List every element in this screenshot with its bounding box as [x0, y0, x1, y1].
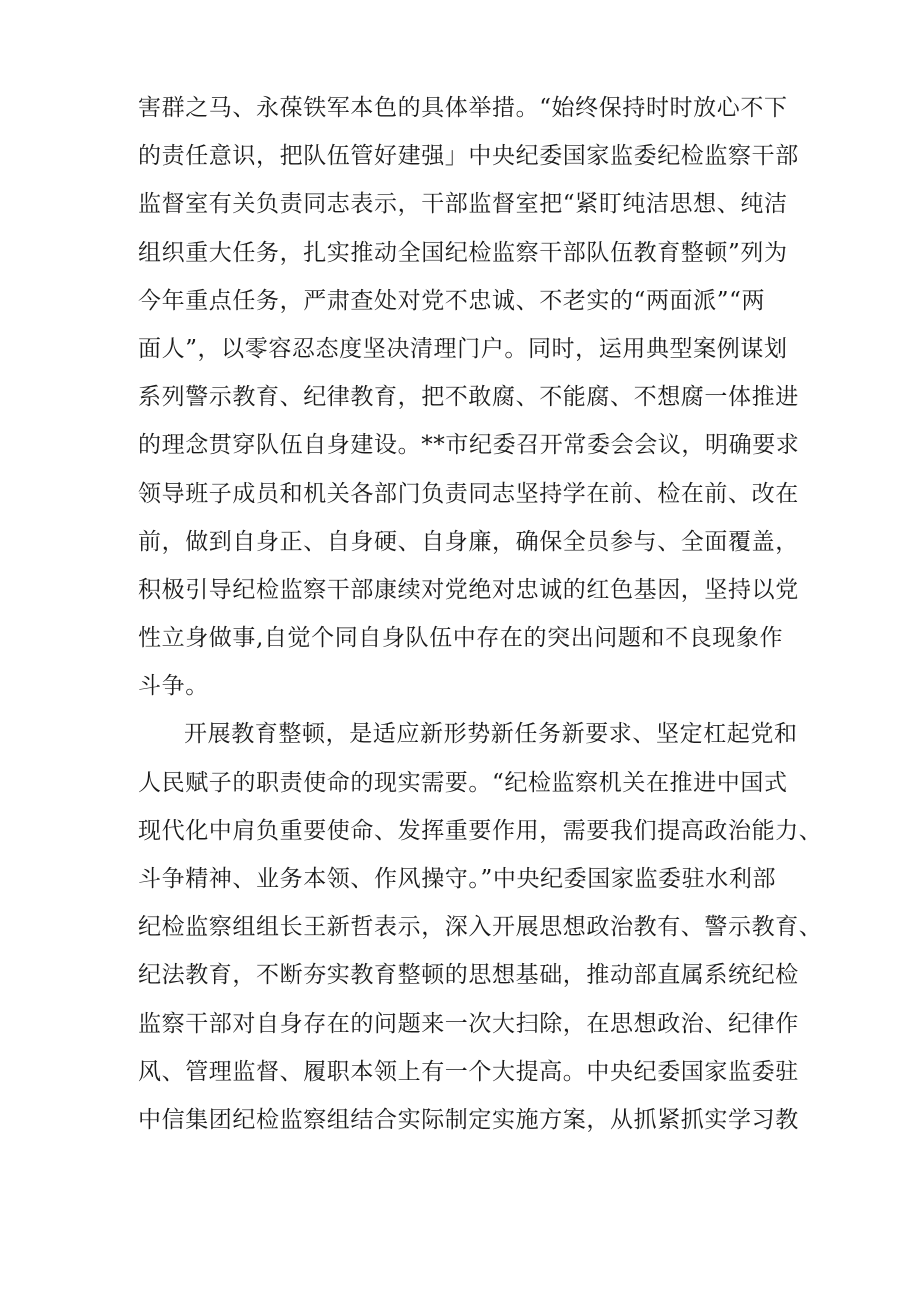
text-line: 监察干部对自身存在的问题来一次大扫除，在思想政治、纪律作: [138, 1010, 799, 1037]
text-line: 系列警示教育、纪律教育，把不敢腐、不能腐、不想腐一体推进: [138, 384, 799, 411]
body-text: [138, 84, 823, 1144]
text-line: 监督室有关负责同志表示，干部监督室把“紧盯纯洁思想、纯洁: [138, 191, 788, 218]
text-line: 领导班子成员和机关各部门负责同志坚持学在前、检在前、改在: [138, 480, 799, 507]
text-line: 风、管理监督、履职本领上有一个大提高。中央纪委国家监委驻: [138, 1058, 799, 1085]
text-line: 积极引导纪检监察干部康续对党绝对忠诚的红色基因，坚持以党: [138, 576, 799, 603]
text-line: 的理念贯穿队伍自身建设。**市纪委召开常委会会议，明确要求: [138, 432, 800, 459]
text-line: 前，做到自身正、自身硬、自身廉，确保全员参与、全面覆盖，: [138, 528, 799, 555]
text-line: 人民赋子的职责使命的现实需要。“纪检监察机关在推进中国式: [138, 769, 788, 796]
text-line: 现代化中肩负重要使命、发挥重要作用，需要我们提高政治能力、: [138, 817, 823, 844]
text-line: 性立身做事,自觉个同自身队伍中存在的突出问题和不良现象作: [138, 625, 784, 652]
text-line: 的责任意识，把队伍管好建强」中央纪委国家监委纪检监察干部: [138, 143, 799, 170]
text-line: 纪检监察组组长王新哲表示，深入开展思想政治教有、警示教育、: [138, 914, 823, 941]
text-line: 中信集团纪检监察组结合实际制定实施方案，从抓紧抓实学习教: [138, 1106, 799, 1133]
paragraph-1: [138, 84, 798, 710]
text-line: 组织重大任务，扎实推动全国纪检监察干部队伍教育整顿”列为: [138, 239, 788, 266]
paragraph-2: [138, 710, 823, 1144]
text-line: 斗争。: [138, 673, 209, 700]
text-line: 面人”，以零容忍态度坚决清理门户。同时，运用典型案例谋划: [138, 335, 788, 362]
text-line: 开展教育整顿，是适应新形势新任务新要求、坚定杠起党和: [184, 721, 798, 748]
text-line: 纪法教育，不断夯实教育整顿的思想基础，推动部直属系统纪检: [138, 962, 799, 989]
text-line: 今年重点任务，严肃查处对党不忠诚、不老实的“两面派”“两: [138, 287, 766, 314]
text-line: 斗争精神、业务本领、作风操守。”中央纪委国家监委驻水利部: [138, 866, 777, 892]
text-line: 害群之马、永葆铁军本色的具体举措。“始终保持时时放心不下: [138, 95, 788, 121]
